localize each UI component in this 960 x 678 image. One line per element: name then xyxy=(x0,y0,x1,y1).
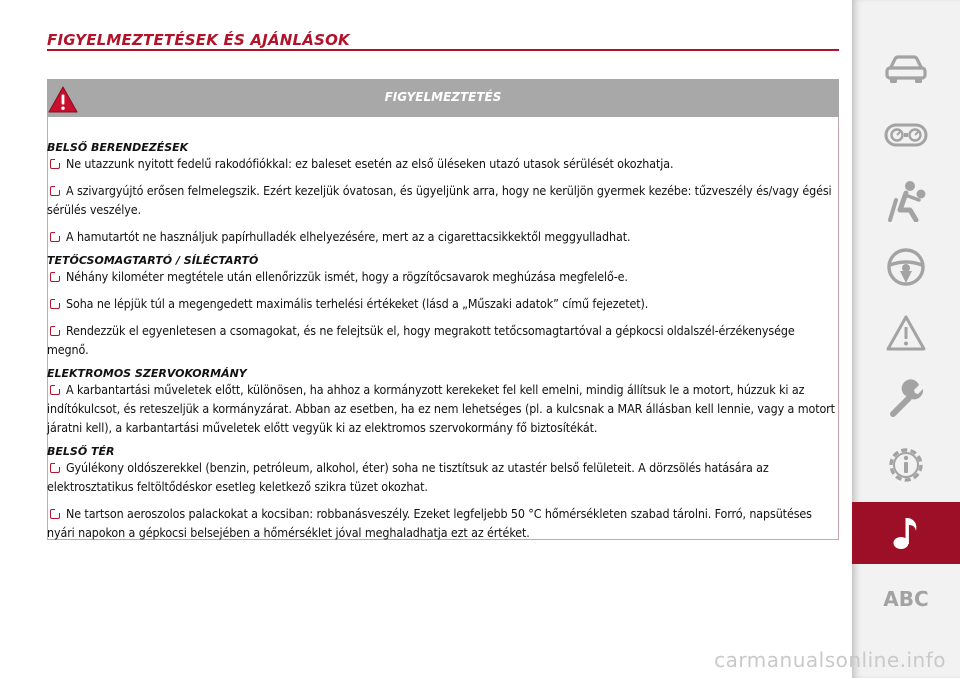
warning-content xyxy=(47,141,839,550)
bullet-icon xyxy=(50,232,60,242)
list-item-text: Rendezzük el egyenletesen a csomagokat, és ne felejtsük el, hogy megrakott tetőcsomagtartóval a gépkocsi oldalszél-érzékenysége megnő. xyxy=(47,323,795,357)
list-item-text: Soha ne lépjük túl a megengedett maximális terhelési értékeket (lásd a „Műszaki adatok” című fejezetet). xyxy=(66,296,649,311)
sidebar-item-emergency[interactable] xyxy=(852,302,960,364)
bullet-icon xyxy=(50,299,60,309)
warning-header-bar xyxy=(47,79,839,117)
chapter-sidebar xyxy=(852,0,960,678)
section-heading: TETŐCSOMAGTARTÓ / SÍLÉCTARTÓ xyxy=(47,254,259,267)
watermark: carmanualsonline.info xyxy=(714,648,946,672)
title-divider xyxy=(47,49,839,51)
sidebar-item-maintenance[interactable] xyxy=(852,368,960,430)
page-title: FIGYELMEZTETÉSEK ÉS AJÁNLÁSOK xyxy=(47,31,350,49)
wrench-icon xyxy=(886,379,926,419)
list-item-text: Néhány kilométer megtétele után ellenőrizzük ismét, hogy a rögzítőcsavarok meghúzása megfelelő-e. xyxy=(66,269,628,284)
section-roof-rack xyxy=(47,254,839,359)
section-heading: BELSŐ BERENDEZÉSEK xyxy=(47,141,189,154)
list-item xyxy=(47,294,839,313)
list-item xyxy=(47,504,839,542)
list-item-text: Gyúlékony oldószerekkel (benzin, petróleum, alkohol, éter) soha ne tisztítsuk az utastér belső felületeit. A dörzsölés hatására az elektrosztatikus feltöltődéskor esetleg keletkező szikra tüzet okozhat. xyxy=(47,460,769,494)
info-gear-icon xyxy=(885,444,927,486)
seat-airbag-icon xyxy=(886,180,926,222)
bullet-icon xyxy=(50,272,60,282)
bullet-icon xyxy=(50,159,60,169)
list-item xyxy=(47,181,839,219)
section-interior-equipment xyxy=(47,141,839,246)
bullet-icon xyxy=(50,186,60,196)
list-item-text: A karbantartási műveletek előtt, különösen, ha ahhoz a kormányzott kerekeket fel kell emelni, mindig állítsuk le a motort, húzzuk ki az indítókulcsot, és reteszeljük a kormányzárat. Abban az esetben, ha ez nem lehetséges (pl. a kulcsnak a MAR állásban kell lennie, vagy a motort járatni kell), a karbantartási műveletek előtt vegyük ki az elektromos szervokormány fő biztosítékát. xyxy=(47,382,835,435)
list-item xyxy=(47,227,839,246)
sidebar-item-technical-data[interactable] xyxy=(852,434,960,496)
music-note-icon xyxy=(891,515,921,551)
car-icon xyxy=(885,54,927,84)
bullet-icon xyxy=(50,509,60,519)
sidebar-item-safety[interactable] xyxy=(852,170,960,232)
section-power-steering xyxy=(47,367,839,437)
section-heading: ELEKTROMOS SZERVOKORMÁNY xyxy=(47,367,247,380)
list-item-text: Ne utazzunk nyitott fedelű rakodófiókkal: ez baleset esetén az első üléseken utazó utasok sérülését okozhatja. xyxy=(66,156,674,171)
bullet-icon xyxy=(50,385,60,395)
sidebar-item-car[interactable] xyxy=(852,38,960,100)
bullet-icon xyxy=(50,463,60,473)
list-item-text: A hamutartót ne használjuk papírhulladék elhelyezésére, mert az a cigarettacsikkektől meggyulladhat. xyxy=(66,229,631,244)
list-item-text: A szivargyújtó erősen felmelegszik. Ezért kezeljük óvatosan, és ügyeljünk arra, hogy ne kerüljön gyermek kezébe: tűzveszély és/vagy égési sérülés veszélye. xyxy=(47,183,832,217)
list-item-text: Ne tartson aeroszolos palackokat a kocsiban: robbanásveszély. Ezeket legfeljebb 50 °C hőmérsékleten szabad tárolni. Forró, napsütéses nyári napokon a gépkocsi belsejében a hőmérséklet jóval meghaladhatja ezt az értéket. xyxy=(47,506,812,540)
warning-triangle-icon xyxy=(885,314,927,352)
sidebar-item-driving[interactable] xyxy=(852,236,960,298)
sidebar-item-index[interactable]: ABC xyxy=(883,587,929,611)
sidebar-item-dashboard[interactable] xyxy=(852,104,960,166)
bullet-icon xyxy=(50,326,60,336)
dashboard-gauges-icon xyxy=(884,121,928,149)
list-item xyxy=(47,321,839,359)
section-passenger-compartment xyxy=(47,445,839,542)
section-heading: BELSŐ TÉR xyxy=(47,445,115,458)
warning-triangle-icon xyxy=(48,86,78,113)
warning-title: FIGYELMEZTETÉS xyxy=(384,90,502,104)
list-item xyxy=(47,154,839,173)
list-item xyxy=(47,458,839,496)
list-item xyxy=(47,380,839,437)
list-item xyxy=(47,267,839,286)
steering-wheel-icon xyxy=(886,247,926,287)
sidebar-item-multimedia[interactable] xyxy=(852,502,960,564)
